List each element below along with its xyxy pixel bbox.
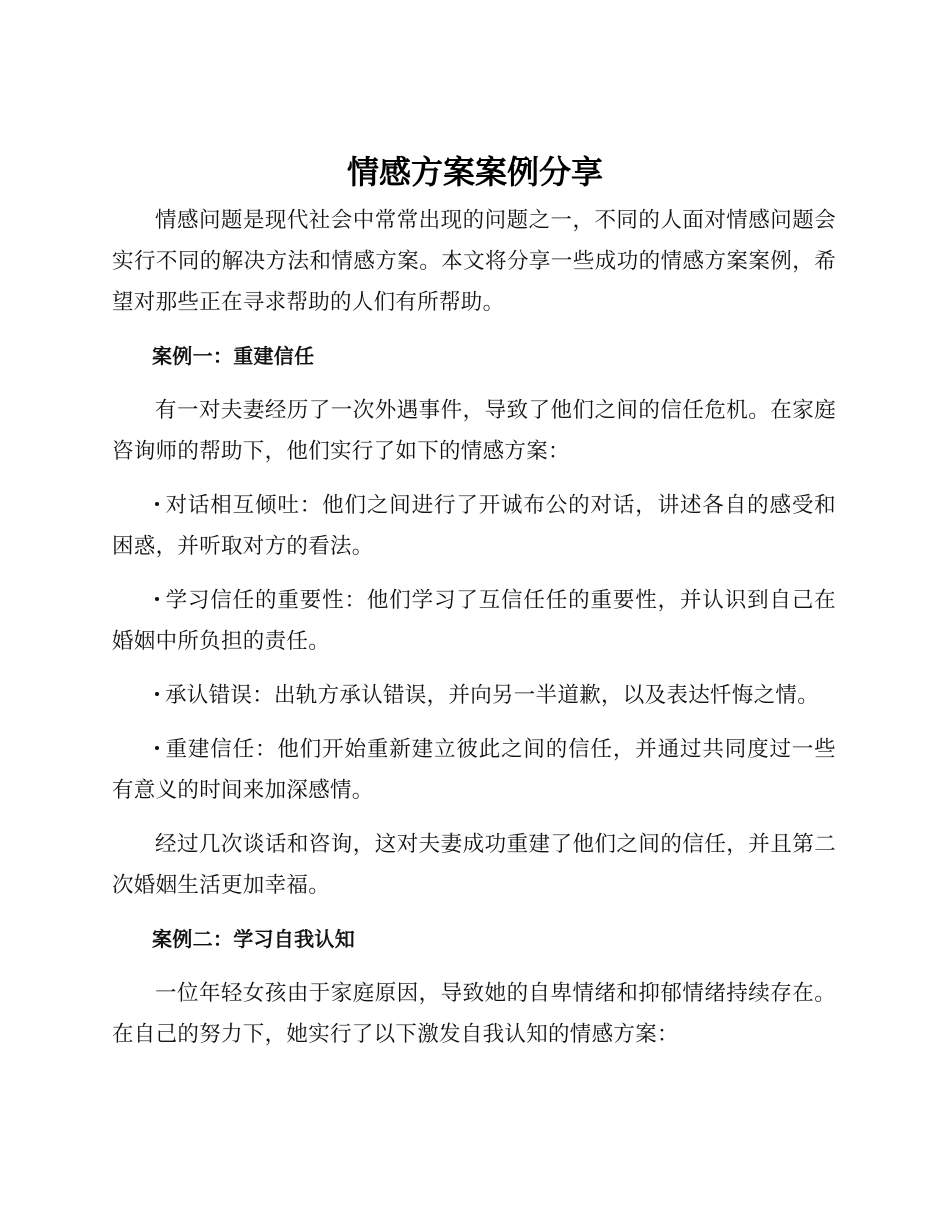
case1-heading: 案例一：重建信任 <box>152 344 315 368</box>
bullet-dot-icon <box>155 692 159 696</box>
case1-bullet-text: 学习信任的重要性：他们学习了互信任任的重要性，并认识到自己在婚姻中所负担的责任。 <box>112 588 836 654</box>
case1-bullet-text: 重建信任：他们开始重新建立彼此之间的信任，并通过共同度过一些有意义的时间来加深感情。 <box>112 737 836 803</box>
document-body <box>112 200 836 1068</box>
case1-description: 有一对夫妻经历了一次外遇事件，导致了他们之间的信任危机。在家庭咨询师的帮助下，他们实行了如下的情感方案： <box>112 398 836 464</box>
case1-bullet <box>112 580 836 662</box>
case2-description: 一位年轻女孩由于家庭原因，导致她的自卑情绪和抑郁情绪持续存在。在自己的努力下，她实行了以下激发自我认知的情感方案： <box>112 981 836 1047</box>
case2-heading: 案例二：学习自我认知 <box>152 927 355 951</box>
case1-bullet-text: 承认错误：出轨方承认错误，并向另一半道歉，以及表达忏悔之情。 <box>165 683 820 708</box>
case1-conclusion: 经过几次谈话和咨询，这对夫妻成功重建了他们之间的信任，并且第二次婚姻生活更加幸福。 <box>112 832 836 898</box>
case1-bullet <box>112 675 836 716</box>
case1-bullet <box>112 485 836 567</box>
bullet-dot-icon <box>155 597 159 601</box>
bullet-dot-icon <box>155 502 159 506</box>
case1-bullet <box>112 729 836 811</box>
case1-bullet-text: 对话相互倾吐：他们之间进行了开诚布公的对话，讲述各自的感受和困惑，并听取对方的看法。 <box>112 493 836 559</box>
bullet-dot-icon <box>155 746 159 750</box>
intro-paragraph: 情感问题是现代社会中常常出现的问题之一，不同的人面对情感问题会实行不同的解决方法和情感方案。本文将分享一些成功的情感方案案例，希望对那些正在寻求帮助的人们有所帮助。 <box>112 208 836 315</box>
document-title: 情感方案案例分享 <box>346 153 603 191</box>
